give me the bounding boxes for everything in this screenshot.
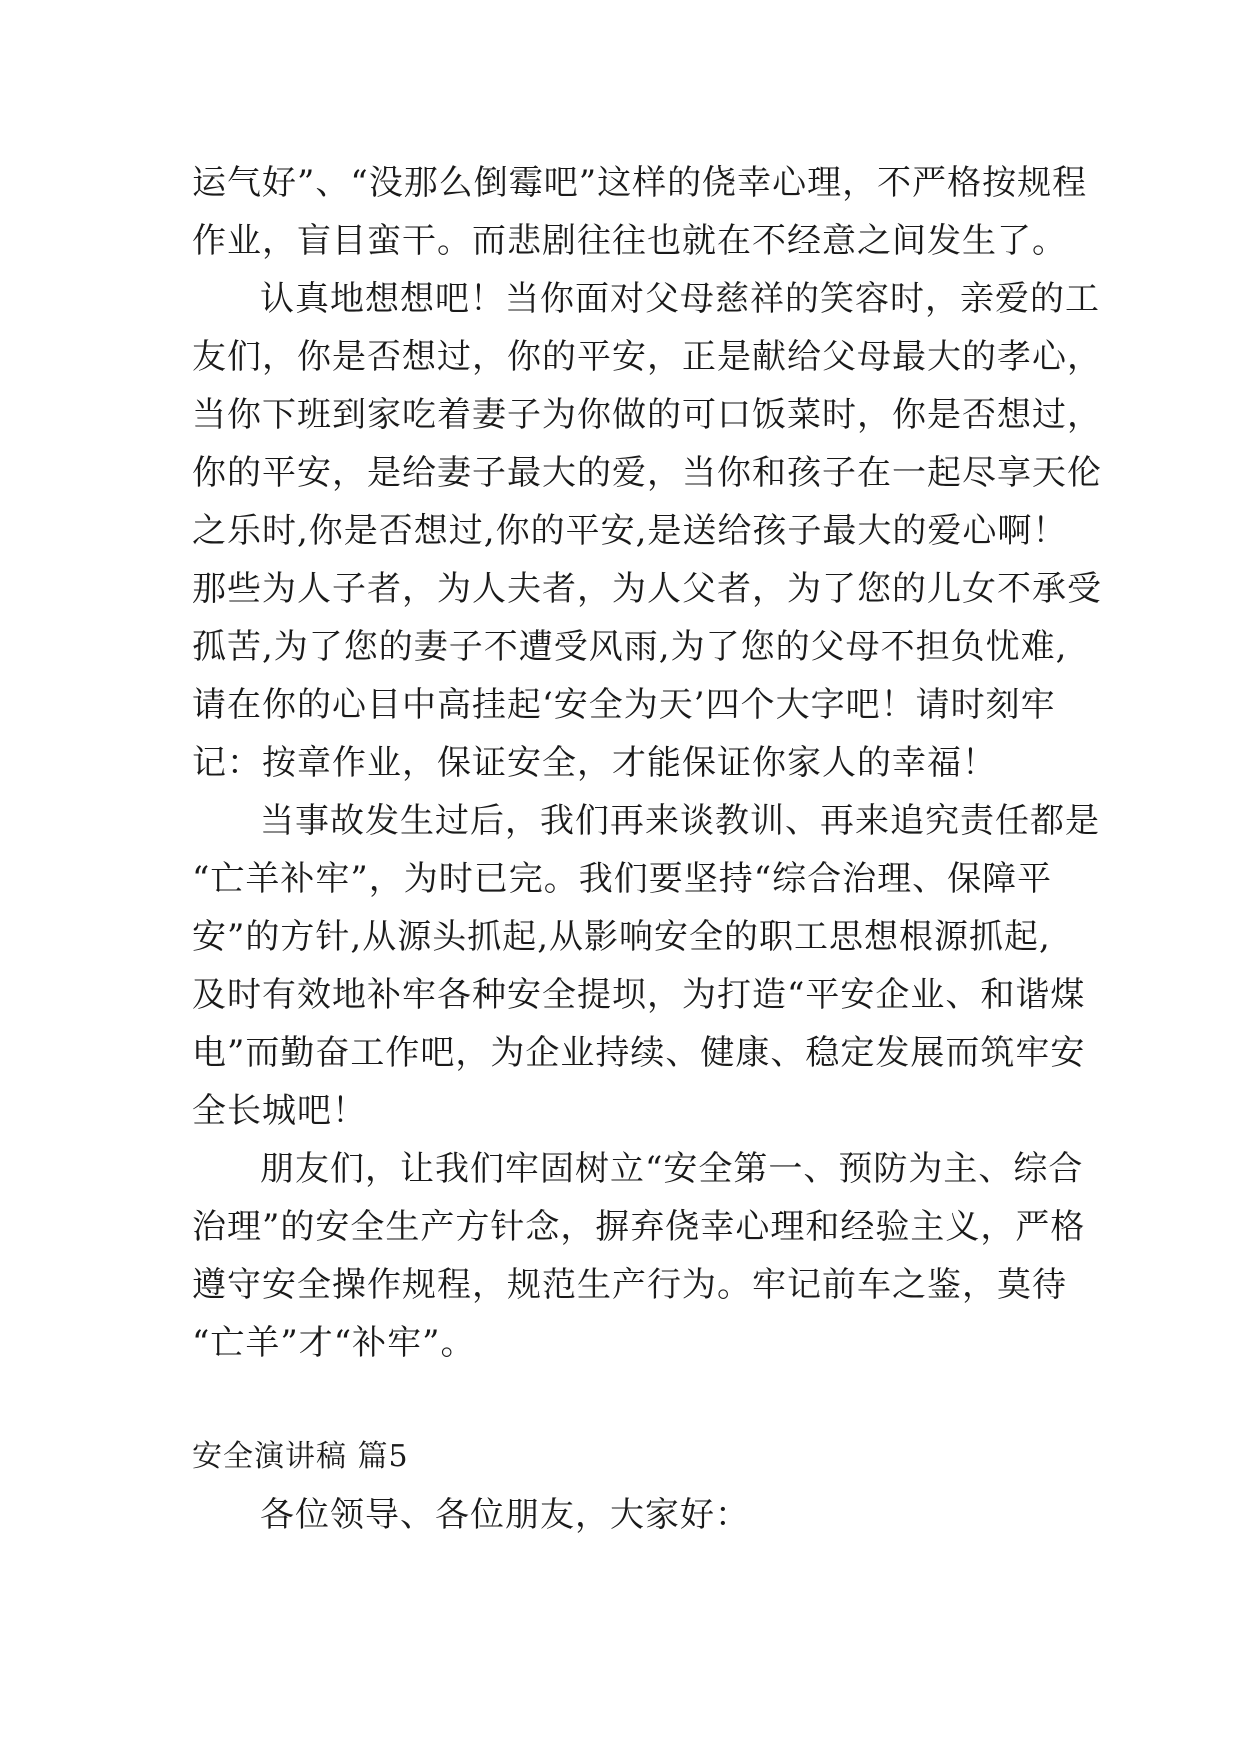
paragraph-3: [192, 792, 1100, 1140]
text-line: 全长城吧！: [192, 1091, 367, 1131]
text-line: 电”而勤奋工作吧，为企业持续、健康、稳定发展而筑牢安: [192, 1033, 1086, 1073]
text-line: “亡羊补牢”，为时已完。我们要坚持“综合治理、保障平: [192, 859, 1053, 899]
text-line: 请在你的心目中高挂起‘安全为天’四个大字吧！请时刻牢: [192, 685, 1056, 725]
text-line: 记：按章作业，保证安全，才能保证你家人的幸福！: [192, 743, 997, 783]
text-line: 作业，盲目蛮干。而悲剧往往也就在不经意之间发生了。: [192, 221, 1067, 261]
text-line: 安”的方针,从源头抓起,从影响安全的职工思想根源抓起,: [192, 917, 1051, 957]
text-line: 那些为人子者，为人夫者，为人父者，为了您的儿女不承受: [192, 569, 1102, 609]
document-body: [192, 154, 1102, 1544]
text-line: 你的平安，是给妻子最大的爱，当你和孩子在一起尽享天伦: [192, 453, 1102, 493]
paragraph-4: [192, 1140, 1086, 1372]
greeting-line: 各位领导、各位朋友，大家好：: [260, 1495, 750, 1535]
text-line: 之乐时,你是否想过,你的平安,是送给孩子最大的爱心啊！: [192, 511, 1068, 551]
text-line: 及时有效地补牢各种安全提坝，为打造“平安企业、和谐煤: [192, 975, 1086, 1015]
section-gap: [192, 1372, 1072, 1428]
text-line: 认真地想想吧！当你面对父母慈祥的笑容时，亲爱的工: [260, 279, 1100, 319]
paragraph-2: [192, 270, 1102, 792]
text-line: 当事故发生过后，我们再来谈教训、再来追究责任都是: [260, 801, 1100, 841]
paragraph-1: [192, 154, 1088, 270]
text-line: 治理”的安全生产方针念，摒弃侥幸心理和经验主义，严格: [192, 1207, 1086, 1247]
text-line: 朋友们，让我们牢固树立“安全第一、预防为主、综合: [260, 1149, 1084, 1189]
text-line: “亡羊”才“补牢”。: [192, 1323, 476, 1363]
text-line: 当你下班到家吃着妻子为你做的可口饭菜时，你是否想过，: [192, 395, 1102, 435]
section-heading: 安全演讲稿 篇5: [192, 1439, 409, 1474]
text-line: 遵守安全操作规程，规范生产行为。牢记前车之鉴，莫待: [192, 1265, 1067, 1305]
text-line: 运气好”、“没那么倒霉吧”这样的侥幸心理，不严格按规程: [192, 163, 1088, 203]
text-line: 友们，你是否想过，你的平安，正是献给父母最大的孝心，: [192, 337, 1102, 377]
text-line: 孤苦,为了您的妻子不遭受风雨,为了您的父母不担负忧难,: [192, 627, 1068, 667]
